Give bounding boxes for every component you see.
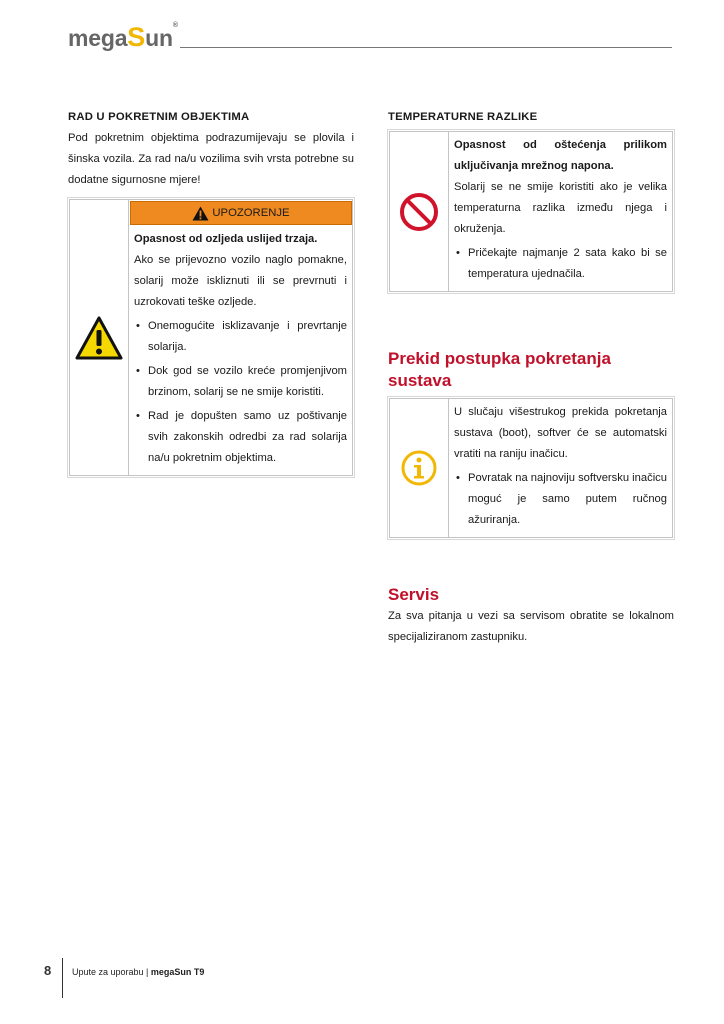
warning-small-icon — [192, 206, 209, 221]
header-divider — [180, 47, 672, 48]
moving-objects-title: RAD U POKRETNIM OBJEKTIMA — [68, 111, 250, 123]
warning-box — [69, 199, 353, 476]
warning-triangle-icon — [74, 315, 124, 361]
footer-caption: Upute za uporabu | megaSun T9 — [72, 967, 205, 977]
warning-heading: Opasnost od ozljeda uslijed trzaja. — [134, 233, 318, 245]
temperature-title: TEMPERATURNE RAZLIKE — [388, 111, 538, 123]
service-title: Servis — [388, 585, 440, 604]
boot-info-text — [449, 399, 672, 537]
list-item: • Dok god se vozilo kreće promjenjivom brzinom, solarij se ne smije koristiti. — [134, 361, 347, 403]
temperature-text — [449, 132, 672, 291]
info-icon — [400, 449, 438, 487]
page-number: 8 — [44, 963, 52, 978]
boot-info-body: U slučaju višestrukog prekida pokretanja sustava (boot), softver će se automatski vratiti na raniju inačicu. — [454, 406, 667, 460]
warning-body: Ako se prijevozno vozilo naglo pomakne, solarij može iskliznuti ili se prevrnuti i uzrokovati teške ozljede. — [134, 254, 347, 308]
left-column — [68, 110, 354, 478]
warning-text — [129, 200, 352, 475]
footer-product: megaSun T9 — [150, 967, 205, 977]
warning-banner — [130, 201, 352, 225]
moving-objects-intro: Pod pokretnim objektima podrazumijevaju se plovila i šinska vozila. Za rad na/u vozilima svih vrsta potrebne su dodatne sigurnosne mjere! — [68, 132, 354, 186]
boot-interrupt-title: Prekid postupka pokretanja sustava — [388, 349, 611, 390]
megasun-logo: megaSun® — [68, 22, 178, 52]
temperature-body: Solarij se ne smije koristiti ako je velika temperaturna razlika između njega i okruženja. — [454, 181, 667, 235]
info-icon-cell — [390, 399, 449, 537]
boot-info-bullets — [454, 468, 667, 531]
warning-icon-cell — [70, 200, 129, 475]
boot-info-box — [389, 398, 673, 538]
warning-banner-label: UPOZORENJE — [212, 206, 290, 219]
prohibition-icon-cell — [390, 132, 449, 291]
warning-bullets — [134, 316, 347, 469]
list-item: • Onemogućite isklizavanje i prevrtanje solarija. — [134, 316, 347, 358]
prohibition-icon — [399, 192, 439, 232]
list-item: • Rad je dopušten samo uz poštivanje svih zakonskih odredbi za rad solarija na/u pokretnim objektima. — [134, 406, 347, 469]
temperature-bullets — [454, 243, 667, 285]
temperature-box — [389, 131, 673, 292]
list-item: • Pričekajte najmanje 2 sata kako bi se temperatura ujednačila. — [454, 243, 667, 285]
list-item: • Povratak na najnoviju softversku inačicu moguć je samo putem ručnog ažuriranja. — [454, 468, 667, 531]
temperature-heading: Opasnost od oštećenja prilikom uključivanja mrežnog napona. — [454, 139, 667, 172]
right-column — [388, 110, 674, 648]
service-body: Za sva pitanja u vezi sa servisom obratite se lokalnom specijaliziranom zastupniku. — [388, 610, 674, 643]
footer-divider — [62, 958, 63, 998]
